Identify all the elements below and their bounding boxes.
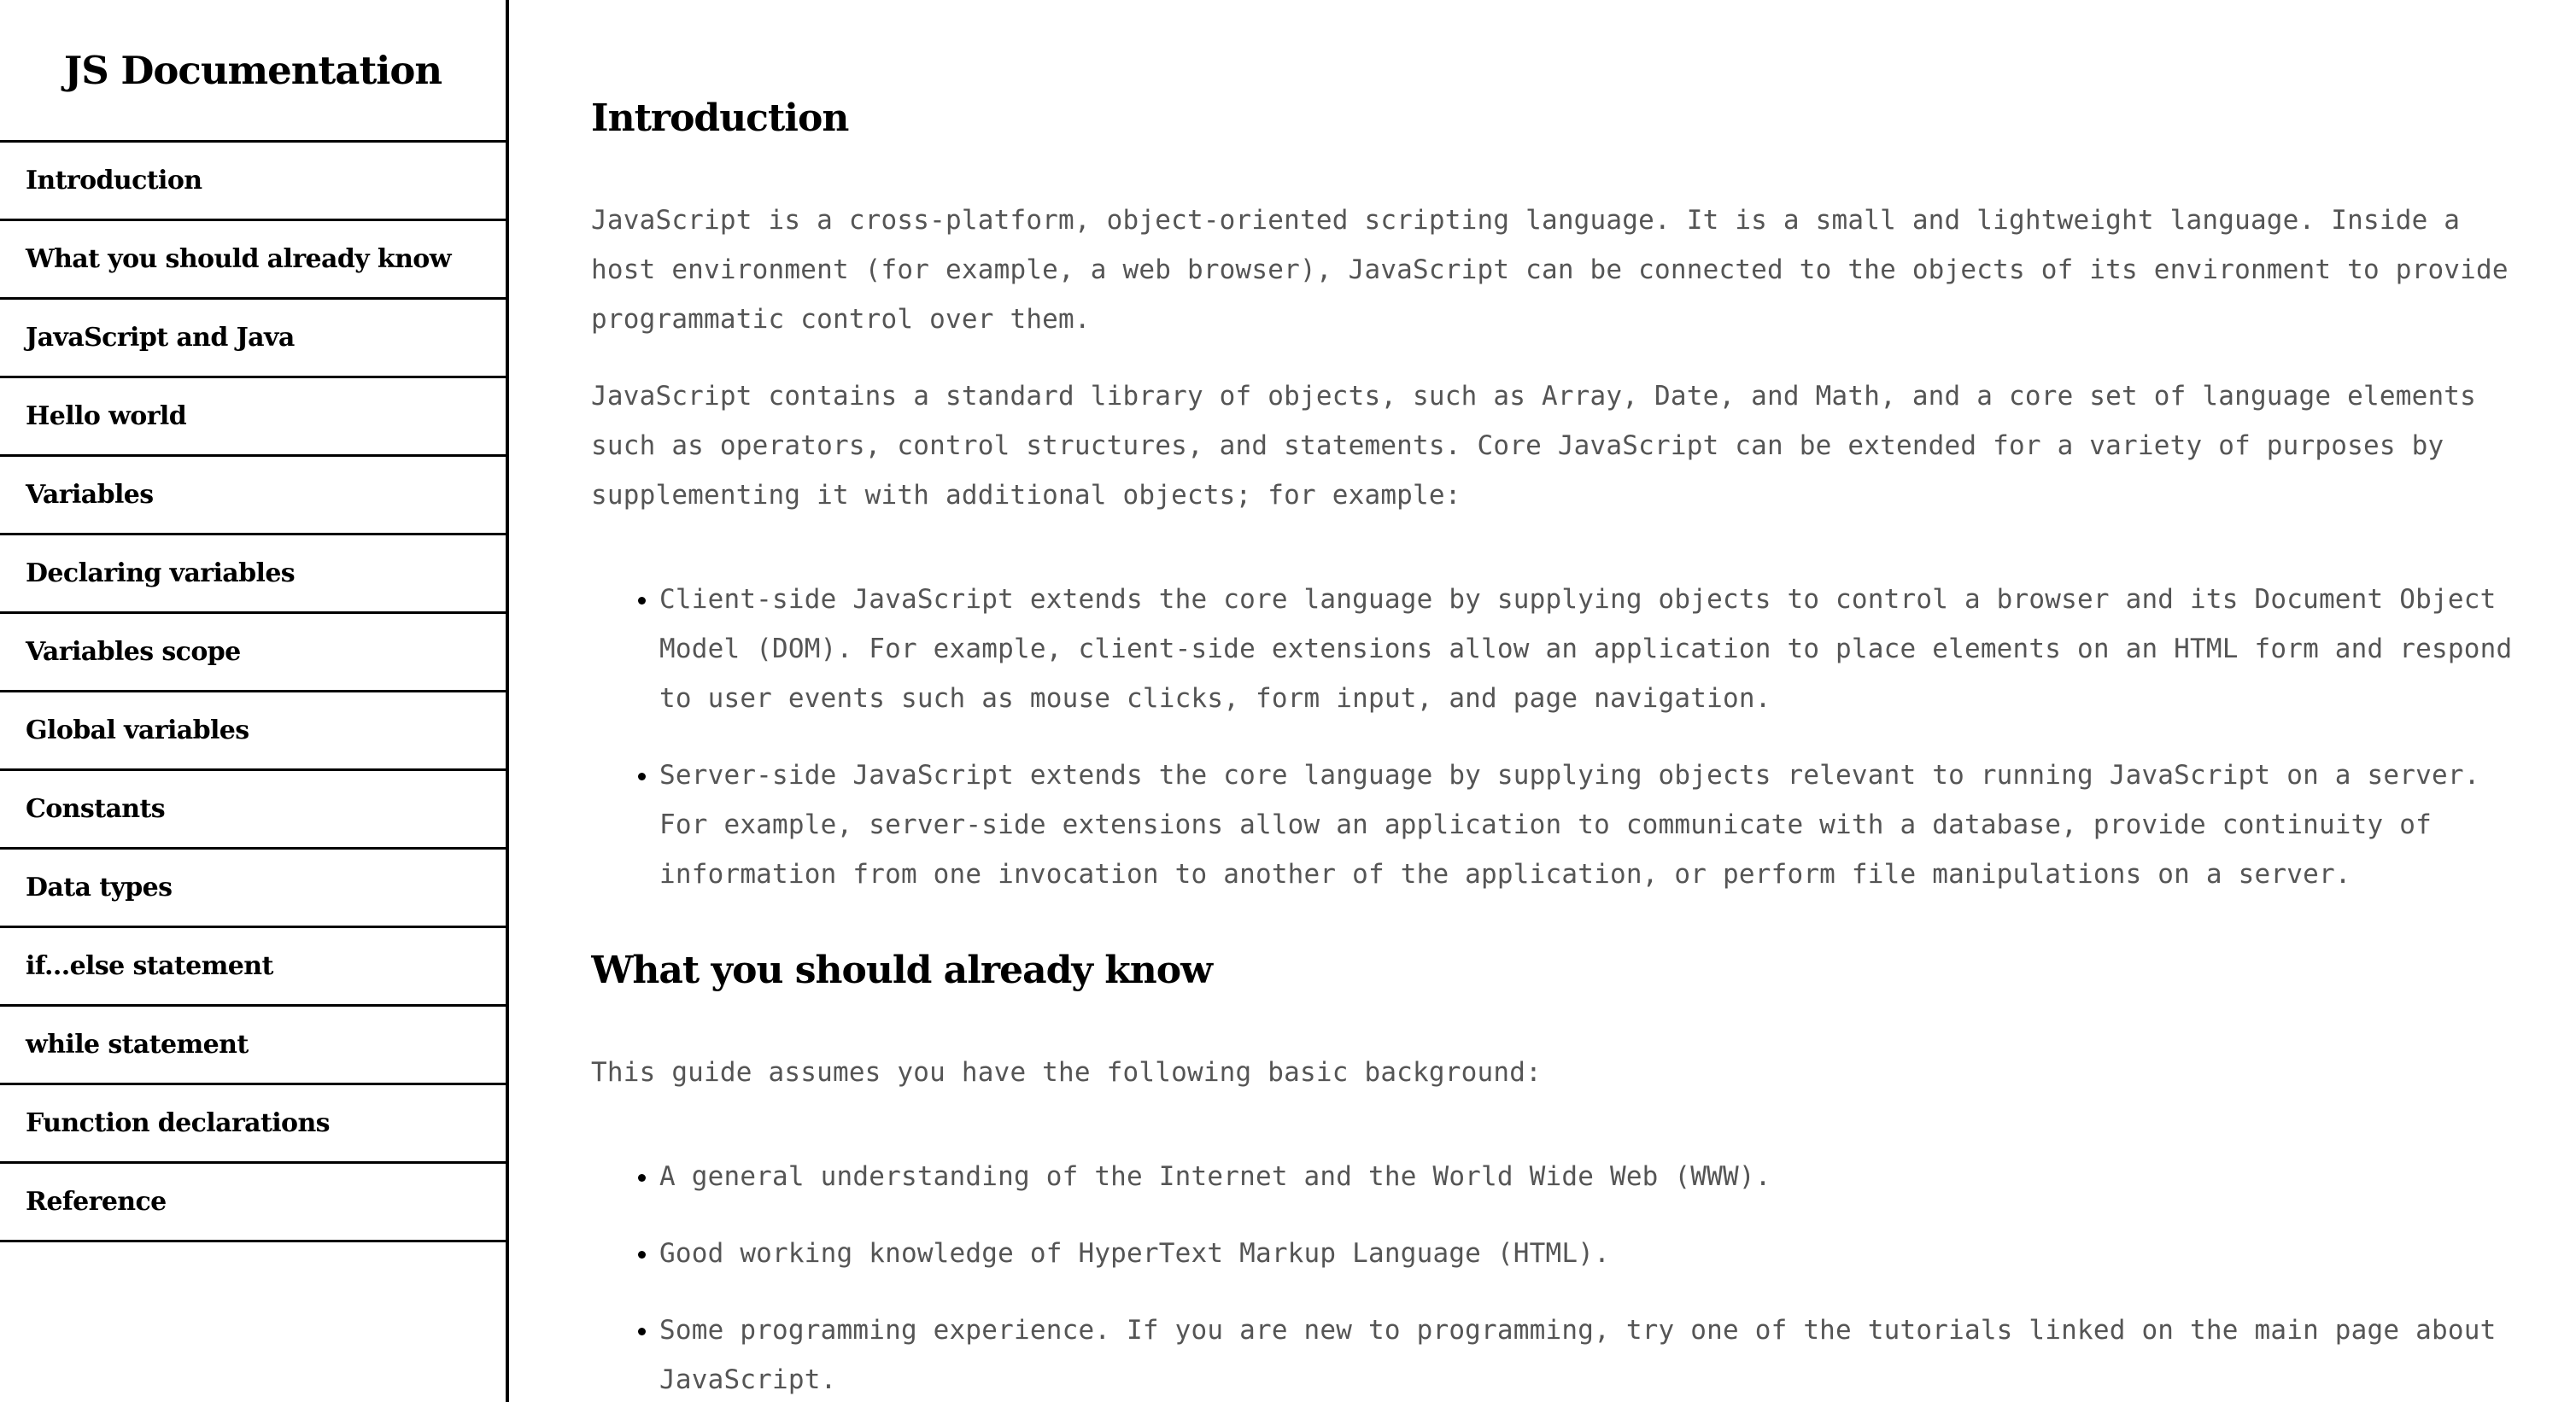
nav-list: [0, 143, 506, 1242]
list-item: • Client-side JavaScript extends the core language by supplying objects to control a browser and its Document Object Model (DOM). For example, client-side extensions allow an application to place elements on an HTML form and respond to user events such as mouse clicks, form input, and page navigation.: [659, 575, 2530, 723]
nav-link-global-variables[interactable]: Global variables: [0, 692, 506, 771]
nav-item: [0, 535, 506, 614]
nav-item: [0, 1085, 506, 1164]
nav-link-if-else-statement[interactable]: if...else statement: [0, 928, 506, 1007]
nav-link-introduction[interactable]: Introduction: [0, 143, 506, 221]
nav-link-what-you-should-already-know[interactable]: What you should already know: [0, 221, 506, 300]
paragraph: JavaScript contains a standard library of objects, such as Array, Date, and Math, and a core set of language elements such as operators, control structures, and statements. Core JavaScript can be extended for a variety of purposes by supplementing it with additional objects; for example:: [591, 381, 2477, 511]
nav-link-while-statement[interactable]: while statement: [0, 1007, 506, 1085]
section-what-you-should-already-know: [591, 899, 2530, 1402]
nav-item: [0, 378, 506, 457]
navbar: [0, 0, 509, 1402]
nav-item: [0, 457, 506, 535]
nav-item: [0, 771, 506, 850]
nav-item: [0, 221, 506, 300]
nav-link-reference[interactable]: Reference: [0, 1164, 506, 1242]
nav-link-variables-scope[interactable]: Variables scope: [0, 614, 506, 692]
paragraph: JavaScript is a cross-platform, object-oriented scripting language. It is a small and lightweight language. Inside a host environment (for example, a web browser), JavaScript can be connected to the objects of its environment to provide programmatic control over them.: [591, 205, 2509, 335]
nav-item: [0, 143, 506, 221]
nav-link-javascript-and-java[interactable]: JavaScript and Java: [0, 300, 506, 378]
nav-item: [0, 692, 506, 771]
nav-item: [0, 614, 506, 692]
bullet-list: [591, 575, 2530, 899]
nav-item: [0, 1164, 506, 1242]
list-item: • Server-side JavaScript extends the core language by supplying objects relevant to running JavaScript on a server. For example, server-side extensions allow an application to communicate with a database, provide continuity of information from one invocation to another of the application, or perform file manipulations on a server.: [659, 751, 2530, 899]
navbar-title: JS Documentation: [0, 0, 506, 143]
section-header: What you should already know: [591, 949, 1212, 992]
nav-item: [0, 1007, 506, 1085]
section-introduction: [591, 0, 2530, 899]
nav-link-declaring-variables[interactable]: Declaring variables: [0, 535, 506, 614]
nav-link-variables[interactable]: Variables: [0, 457, 506, 535]
list-item: • A general understanding of the Internet and the World Wide Web (WWW).: [659, 1152, 2530, 1201]
nav-item: [0, 300, 506, 378]
bullet-list: [591, 1152, 2530, 1402]
nav-link-hello-world[interactable]: Hello world: [0, 378, 506, 457]
paragraph: This guide assumes you have the following basic background:: [591, 1057, 1542, 1088]
nav-link-data-types[interactable]: Data types: [0, 850, 506, 928]
list-item: • Some programming experience. If you are new to programming, try one of the tutorials linked on the main page about JavaScript.: [659, 1306, 2530, 1402]
section-header: Introduction: [591, 96, 849, 140]
nav-link-function-declarations[interactable]: Function declarations: [0, 1085, 506, 1164]
list-item: • Good working knowledge of HyperText Markup Language (HTML).: [659, 1229, 2530, 1278]
nav-item: [0, 928, 506, 1007]
main-doc: [591, 0, 2530, 1402]
nav-item: [0, 850, 506, 928]
nav-link-constants[interactable]: Constants: [0, 771, 506, 850]
